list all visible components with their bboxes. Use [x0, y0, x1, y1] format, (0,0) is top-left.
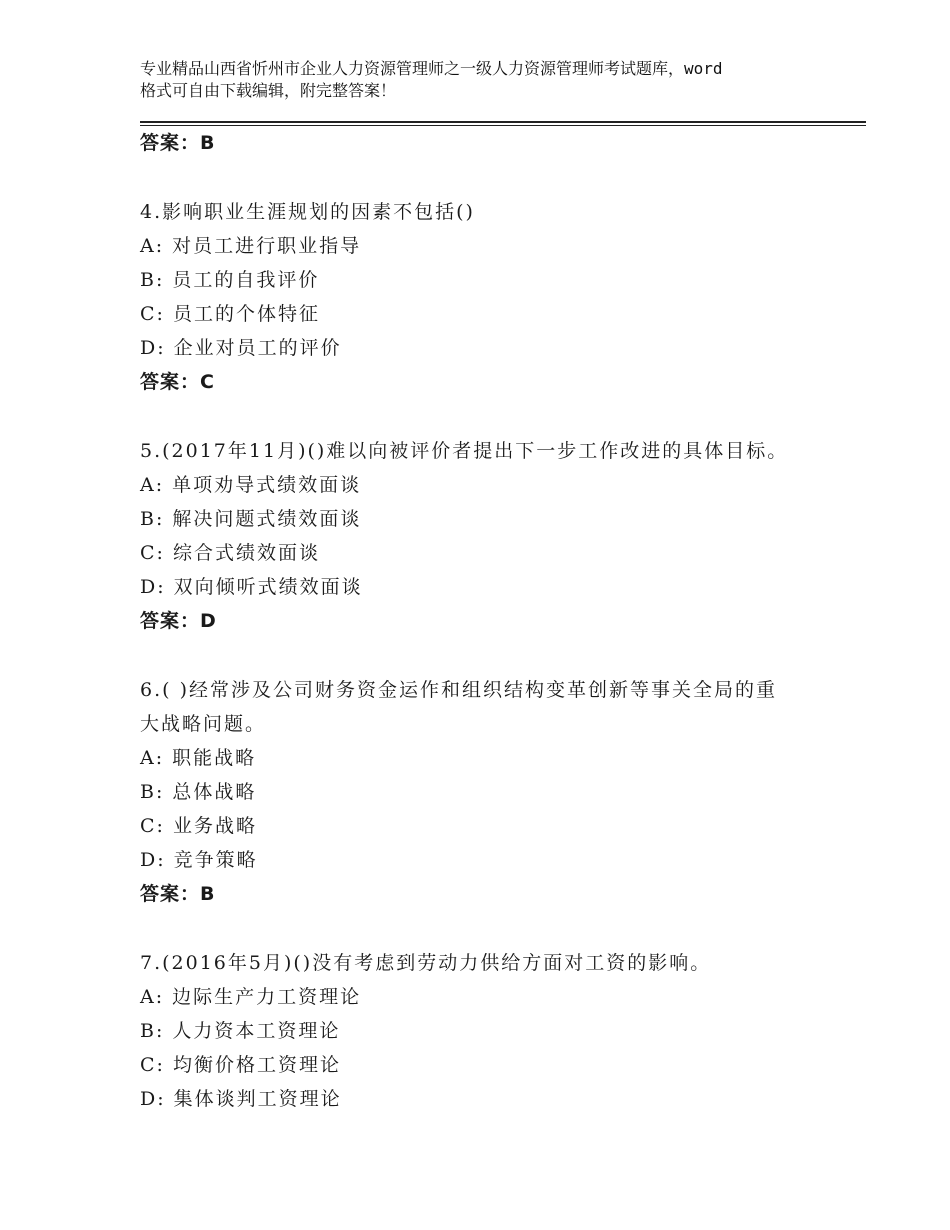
- question-6-stem-line-2: 大战略问题。: [140, 713, 267, 735]
- question-5-option-d: D: 双向倾听式绩效面谈: [140, 576, 363, 598]
- question-6-option-d: D: 竞争策略: [140, 849, 258, 871]
- answer-q5: 答案：D: [140, 610, 217, 632]
- question-5-option-a: A: 单项劝导式绩效面谈: [140, 474, 362, 496]
- question-7-option-b: B: 人力资本工资理论: [140, 1020, 341, 1042]
- question-7-stem: 7.(2016年5月)()没有考虑到劳动力供给方面对工资的影响。: [140, 952, 712, 974]
- answer-q6: 答案：B: [140, 883, 216, 905]
- question-4-option-a: A: 对员工进行职业指导: [140, 235, 362, 257]
- question-5-option-c: C: 综合式绩效面谈: [140, 542, 320, 564]
- question-4-option-c: C: 员工的个体特征: [140, 303, 320, 325]
- document-header: [140, 58, 830, 102]
- question-7-option-c: C: 均衡价格工资理论: [140, 1054, 341, 1076]
- question-7-option-a: A: 边际生产力工资理论: [140, 986, 362, 1008]
- answer-q4: 答案：C: [140, 371, 215, 393]
- question-6-option-c: C: 业务战略: [140, 815, 257, 837]
- question-7-option-d: D: 集体谈判工资理论: [140, 1088, 342, 1110]
- header-rule-thick: [140, 121, 866, 123]
- question-4-option-b: B: 员工的自我评价: [140, 269, 320, 291]
- question-6-option-b: B: 总体战略: [140, 781, 257, 803]
- answer-q3: 答案：B: [140, 132, 216, 154]
- header-line-2: 格式可自由下载编辑，附完整答案！: [140, 81, 397, 100]
- question-4-stem: 4.影响职业生涯规划的因素不包括(): [140, 201, 475, 223]
- question-4-option-d: D: 企业对员工的评价: [140, 337, 342, 359]
- question-6-stem-line-1: 6.( )经常涉及公司财务资金运作和组织结构变革创新等事关全局的重: [140, 679, 777, 701]
- header-rule-thin: [140, 125, 866, 126]
- question-5-stem: 5.(2017年11月)()难以向被评价者提出下一步工作改进的具体目标。: [140, 440, 789, 462]
- question-5-option-b: B: 解决问题式绩效面谈: [140, 508, 362, 530]
- header-line-1: 专业精品山西省忻州市企业人力资源管理师之一级人力资源管理师考试题库，word: [140, 59, 723, 78]
- question-6-option-a: A: 职能战略: [140, 747, 257, 769]
